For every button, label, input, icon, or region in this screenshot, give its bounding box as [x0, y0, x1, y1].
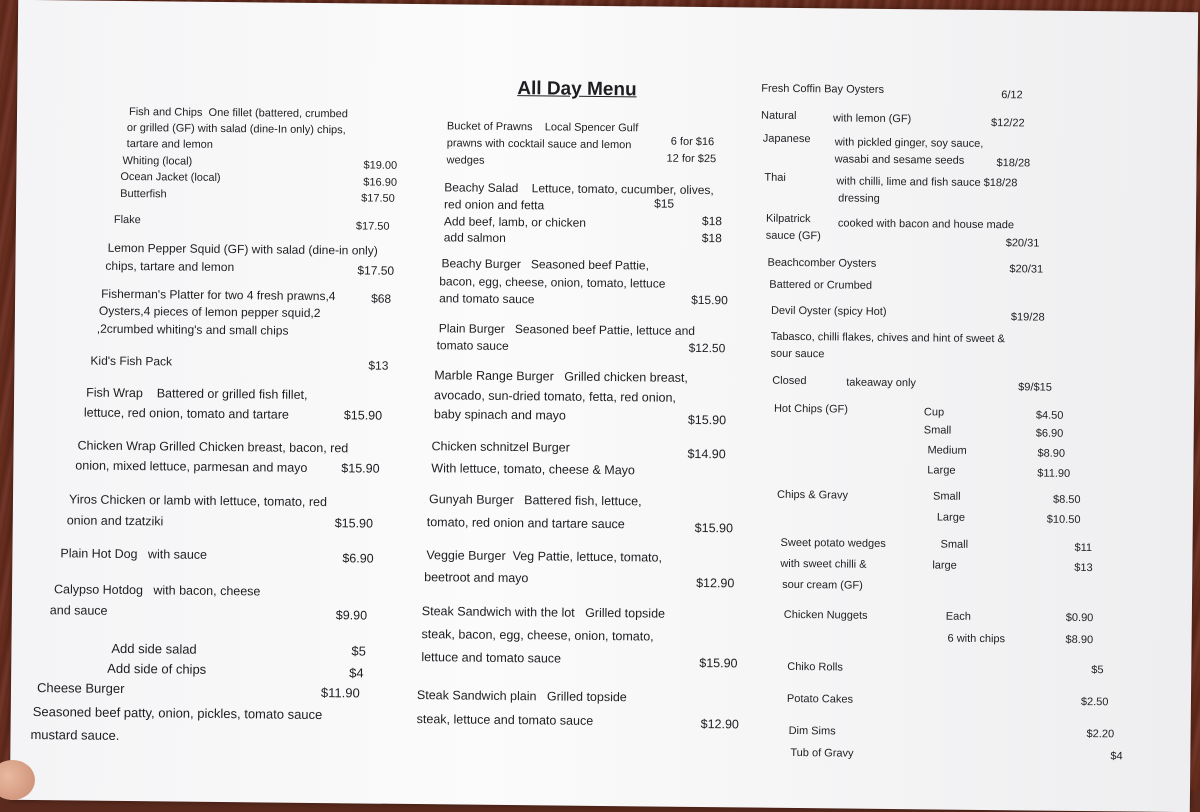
- sweet-potato-line1: Sweet potato wedges: [780, 536, 886, 550]
- size-label: Large: [936, 511, 966, 524]
- thai-name: Thai: [764, 171, 786, 184]
- fish-chips-item: [129, 105, 348, 122]
- salad-line4: add salmon: [443, 230, 506, 245]
- item-desc: with bacon, cheese: [153, 583, 261, 599]
- natural-desc: with lemon (GF): [832, 112, 912, 126]
- closed-name: Closed: [772, 374, 807, 388]
- platter-line2: Oysters,4 pieces of lemon pepper squid,2: [98, 303, 321, 321]
- item-desc: Grilled chicken breast,: [564, 369, 688, 385]
- item-desc: or grilled (GF) with salad (dine-In only) chips,: [126, 121, 346, 137]
- side-chips-price: $4: [349, 665, 364, 681]
- item-name: Marble Range Burger: [434, 368, 554, 384]
- prawns-price-large: 12 for $25: [666, 152, 717, 166]
- steak-lot-line1: [422, 604, 665, 622]
- devil-name: Devil Oyster (spicy Hot): [770, 304, 887, 318]
- veggie-price: $12.90: [696, 575, 735, 591]
- devil-price: $19/28: [1010, 311, 1045, 324]
- salad-line1: [444, 180, 714, 198]
- item-name: Bucket of Prawns: [446, 120, 533, 134]
- cheese-burger-line2: Seasoned beef patty, onion, pickles, tomato sauce: [32, 704, 323, 723]
- plain-burger-line1: [439, 321, 695, 339]
- salad-line3: Add beef, lamb, or chicken: [443, 214, 587, 230]
- item-desc: Local Spencer Gulf: [544, 121, 639, 135]
- size-label: Each: [945, 610, 971, 623]
- gravy-name: Tub of Gravy: [790, 746, 854, 760]
- schnitzel-name: Chicken schnitzel Burger: [431, 439, 570, 455]
- kilpatrick-line2: sauce (GF): [765, 229, 821, 243]
- devil-line2: Tabasco, chilli flakes, chives and hint of sweet &: [770, 330, 1005, 346]
- hot-chips-name: Hot Chips (GF): [773, 402, 849, 416]
- potato-cakes-price: $2.50: [1080, 696, 1109, 709]
- ocean-jacket-price: $16.90: [363, 176, 398, 189]
- chips-gravy-name: Chips & Gravy: [777, 488, 849, 502]
- beachy-burger-line2: bacon, egg, cheese, onion, tomato, lettuce: [439, 274, 666, 291]
- prawns-line3: wedges: [446, 154, 485, 167]
- steak-plain-price: $12.90: [700, 717, 739, 732]
- beachcomber-name: Beachcomber Oysters: [767, 256, 877, 270]
- japanese-desc: with pickled ginger, soy sauce,: [834, 136, 984, 150]
- kids-price: $13: [368, 358, 389, 373]
- size-label: Cup: [923, 406, 945, 419]
- prawns-line1: [447, 119, 639, 136]
- whiting-price: $19.00: [363, 159, 398, 172]
- thai-line2: dressing: [838, 192, 880, 205]
- size-price: $4.50: [1035, 409, 1064, 422]
- item-desc: One fillet (battered, crumbed: [208, 106, 349, 121]
- japanese-line2: wasabi and sesame seeds: [834, 153, 965, 167]
- item-name: Gunyah Burger: [428, 492, 514, 508]
- item-desc: Seasoned beef Pattie,: [530, 257, 650, 273]
- fish-wrap-line1: [86, 386, 308, 403]
- plain-burger-price: $12.50: [688, 340, 726, 356]
- platter-line1: Fisherman's Platter for two 4 fresh prawns,4: [101, 286, 336, 304]
- item-price: $18/28: [983, 176, 1018, 190]
- potato-cakes-name: Potato Cakes: [786, 692, 854, 706]
- item-desc: Seasoned beef Pattie, lettuce and: [514, 322, 696, 338]
- beachy-burger-line1: [441, 256, 649, 273]
- side-chips-name: Add side of chips: [107, 660, 207, 677]
- size-price: $11.90: [1037, 467, 1071, 480]
- size-price: $11: [1074, 541, 1093, 555]
- schnitzel-price: $14.90: [687, 446, 726, 462]
- chicken-wrap-line2: onion, mixed lettuce, parmesan and mayo: [75, 458, 308, 475]
- size-label: Small: [933, 490, 961, 503]
- size-price: $8.50: [1052, 493, 1081, 506]
- item-desc: Grilled topside: [585, 605, 666, 621]
- beachcomber-line2: Battered or Crumbed: [769, 278, 873, 292]
- fish-wrap-line2: lettuce, red onion, tomato and tartare: [83, 405, 289, 422]
- beachy-burger-price: $15.90: [691, 292, 728, 308]
- kids-name: Kid's Fish Pack: [90, 353, 173, 369]
- devil-line3: sour sauce: [770, 347, 825, 361]
- salad-price4: $18: [701, 231, 722, 246]
- hot-dog-line: [60, 546, 207, 563]
- thai-desc: [836, 174, 1017, 191]
- calypso-line2: and sauce: [49, 603, 108, 618]
- calypso-line1: [54, 582, 261, 599]
- prawns-price-small: 6 for $16: [670, 135, 715, 149]
- plain-burger-line2: tomato sauce: [436, 338, 509, 353]
- hot-dog-price: $6.90: [342, 551, 374, 566]
- butterfish-price: $17.50: [361, 192, 395, 205]
- japanese-price: $18/28: [996, 157, 1031, 170]
- marble-line1: [434, 368, 688, 386]
- dim-sims-price: $2.20: [1086, 728, 1115, 741]
- size-price: $8.90: [1065, 633, 1094, 647]
- squid-line1: Lemon Pepper Squid (GF) with salad (dine-in only): [107, 240, 378, 258]
- japanese-name: Japanese: [762, 132, 811, 146]
- item-name: Steak Sandwich with the lot: [421, 604, 575, 620]
- closed-price: $9/$15: [1018, 381, 1052, 394]
- gravy-price: $4: [1110, 750, 1123, 763]
- item-name: Steak Sandwich plain: [416, 688, 537, 704]
- item-name: Plain Hot Dog: [60, 546, 138, 562]
- item-name: Calypso Hotdog: [53, 582, 144, 598]
- size-label: Small: [923, 424, 952, 437]
- side-salad-name: Add side salad: [111, 640, 197, 657]
- sweet-potato-line2: with sweet chilli &: [780, 557, 867, 571]
- marble-line3: baby spinach and mayo: [433, 407, 567, 423]
- marble-price: $15.90: [687, 412, 727, 428]
- cheese-burger-line3: mustard sauce.: [30, 727, 120, 743]
- item-desc: Battered or grilled fish fillet,: [156, 386, 308, 402]
- item-name: Fish and Chips: [128, 106, 203, 119]
- item-name: Plain Burger: [438, 321, 505, 336]
- item-desc: Veg Pattie, lettuce, tomato,: [512, 549, 663, 565]
- item-desc: with sauce: [147, 547, 208, 562]
- calypso-price: $9.90: [335, 608, 368, 623]
- steak-lot-line3: lettuce and tomato sauce: [421, 650, 562, 666]
- item-desc: with chilli, lime and fish sauce: [836, 175, 981, 189]
- size-price: $6.90: [1035, 427, 1064, 440]
- yiros-line2: onion and tzatziki: [66, 513, 164, 529]
- item-desc: Lettuce, tomato, cucumber, olives,: [531, 181, 714, 198]
- size-label: 6 with chips: [947, 632, 1006, 646]
- size-price: $8.90: [1037, 447, 1066, 460]
- flake-price: $17.50: [355, 220, 390, 233]
- size-label: Large: [927, 464, 956, 477]
- butterfish-name: Butterfish: [120, 187, 167, 201]
- steak-lot-price: $15.90: [699, 656, 738, 671]
- steak-plain-line2: steak, lettuce and tomato sauce: [416, 712, 594, 728]
- item-desc: tartare and lemon: [126, 137, 213, 151]
- oysters-qty: 6/12: [1001, 89, 1023, 102]
- platter-line3: ,2crumbed whiting's and small chips: [96, 321, 289, 338]
- marble-line2: avocado, sun-dried tomato, fetta, red onion,: [434, 388, 676, 405]
- veggie-line2: beetroot and mayo: [424, 570, 529, 586]
- schnitzel-line2: With lettuce, tomato, cheese & Mayo: [431, 461, 635, 478]
- flake-name: Flake: [113, 213, 141, 227]
- menu-sheet: [10, 0, 1198, 812]
- cheese-burger-price: $11.90: [320, 685, 360, 701]
- kilpatrick-name: Kilpatrick: [765, 212, 811, 226]
- cheese-burger-name: Cheese Burger: [36, 680, 125, 696]
- chiko-name: Chiko Rolls: [787, 660, 843, 674]
- item-name: Chicken Wrap Grilled: [77, 438, 196, 454]
- yiros-price: $15.90: [334, 516, 374, 531]
- item-desc: Battered fish, lettuce,: [524, 493, 642, 509]
- beachcomber-price: $20/31: [1009, 263, 1044, 276]
- salad-price: $15: [654, 196, 675, 211]
- size-label: Small: [940, 538, 969, 551]
- ocean-jacket-name: Ocean Jacket (local): [120, 170, 221, 184]
- squid-line2: chips, tartare and lemon: [105, 258, 235, 275]
- gunyah-line1: [429, 492, 642, 509]
- oysters-header: Fresh Coffin Bay Oysters: [761, 82, 885, 96]
- chicken-wrap-price: $15.90: [341, 461, 380, 476]
- salad-line2: red onion and fetta: [444, 197, 545, 213]
- gunyah-line2: tomato, red onion and tartare sauce: [426, 515, 625, 532]
- yiros-line1: Yiros Chicken or lamb with lettuce, tomato, red: [68, 492, 328, 510]
- fish-wrap-price: $15.90: [343, 408, 383, 423]
- item-name: Fish Wrap: [86, 385, 143, 401]
- dim-sims-name: Dim Sims: [788, 724, 836, 738]
- size-label: Medium: [927, 444, 967, 457]
- gunyah-price: $15.90: [694, 520, 734, 536]
- steak-lot-line2: steak, bacon, egg, cheese, onion, tomato,: [421, 627, 654, 644]
- nuggets-name: Chicken Nuggets: [783, 608, 868, 622]
- item-name: Beachy Salad: [444, 180, 519, 196]
- natural-price: $12/22: [990, 117, 1025, 130]
- steak-plain-line1: [417, 688, 627, 705]
- size-label: large: [932, 559, 957, 572]
- squid-price: $17.50: [357, 263, 395, 278]
- sweet-potato-line3: sour cream (GF): [782, 578, 863, 592]
- item-desc: Chicken breast, bacon, red: [198, 439, 349, 456]
- item-name: Beachy Burger: [441, 256, 521, 272]
- item-name: Veggie Burger: [426, 548, 506, 563]
- side-salad-price: $5: [351, 643, 366, 659]
- salad-price3: $18: [701, 214, 723, 229]
- item-desc: Grilled topside: [546, 689, 627, 705]
- veggie-line1: [426, 548, 662, 565]
- chicken-wrap-line1: [77, 438, 348, 456]
- chiko-price: $5: [1091, 664, 1104, 677]
- size-price: $13: [1074, 561, 1093, 575]
- prawns-line2: prawns with cocktail sauce and lemon: [446, 137, 632, 152]
- size-price: $0.90: [1065, 611, 1094, 625]
- kilpatrick-desc: cooked with bacon and house made: [837, 217, 1015, 232]
- platter-price: $68: [371, 291, 392, 306]
- kilpatrick-price: $20/31: [1005, 237, 1040, 250]
- menu-title: All Day Menu: [517, 78, 637, 101]
- whiting-name: Whiting (local): [122, 154, 193, 168]
- beachy-burger-line3: and tomato sauce: [439, 291, 535, 307]
- natural-name: Natural: [760, 109, 797, 122]
- size-price: $10.50: [1046, 513, 1081, 526]
- closed-desc: takeaway only: [846, 376, 917, 390]
